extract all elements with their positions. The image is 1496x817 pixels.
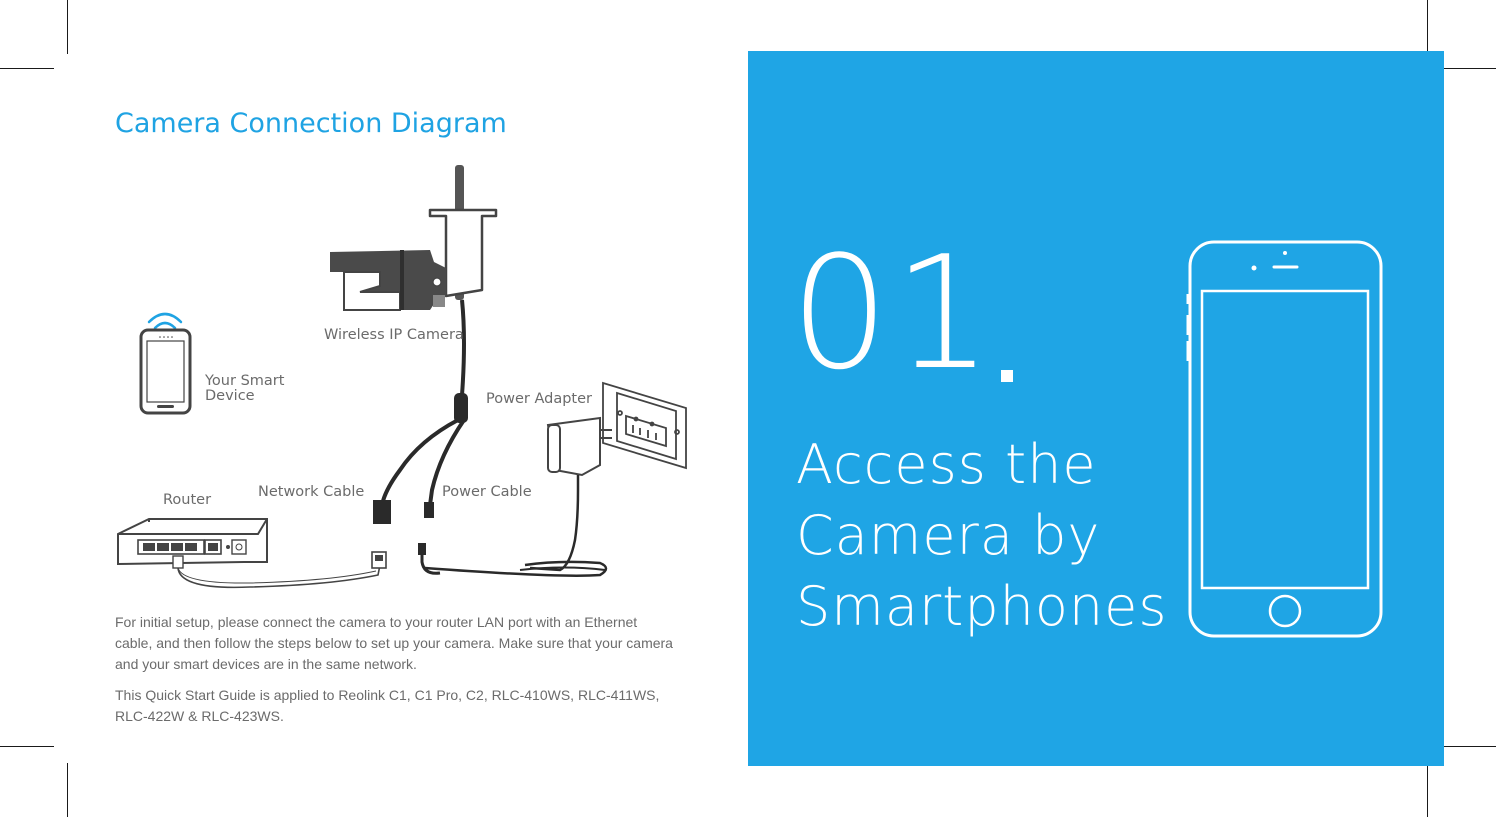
power-adapter-label: Power Adapter bbox=[486, 391, 592, 407]
camera-label: Wireless IP Camera bbox=[324, 327, 464, 343]
connection-diagram bbox=[0, 0, 748, 600]
router-label: Router bbox=[163, 492, 212, 508]
router-icon bbox=[118, 519, 386, 587]
smart-device-label-line2: Device bbox=[205, 388, 255, 404]
network-cable-label: Network Cable bbox=[258, 484, 365, 500]
section-heading-line2: Camera by bbox=[796, 504, 1101, 567]
crop-mark-tr-v bbox=[1427, 0, 1428, 54]
crop-mark-bl-h bbox=[0, 746, 54, 747]
smart-device-label-line1: Your Smart bbox=[205, 373, 285, 389]
section-number-dot bbox=[1001, 370, 1013, 382]
smartphone-icon bbox=[141, 330, 190, 413]
crop-mark-br-v bbox=[1427, 763, 1428, 817]
camera-icon bbox=[330, 165, 496, 423]
page-title: Camera Connection Diagram bbox=[115, 108, 507, 139]
section-heading-line3: Smartphones bbox=[796, 575, 1168, 638]
smartphone-outline-icon bbox=[1186, 240, 1386, 640]
wall-outlet-icon bbox=[603, 383, 686, 468]
intro-paragraph: For initial setup, please connect the camera to your router LAN port with an Ethernet cable, and then follow the steps below to set up your camera. Make sure that your camera and your smart devices are in the same network. bbox=[115, 614, 673, 672]
power-cable-label: Power Cable bbox=[442, 484, 532, 500]
applicability-paragraph: This Quick Start Guide is applied to Reolink C1, C1 Pro, C2, RLC-410WS, RLC-411WS, RLC-422W & RLC-423WS. bbox=[115, 687, 660, 724]
crop-mark-br-h bbox=[1441, 746, 1496, 747]
section-heading-line1: Access the bbox=[796, 433, 1097, 496]
section-number: 01 bbox=[790, 222, 997, 404]
crop-mark-tr-h bbox=[1441, 68, 1496, 69]
crop-mark-bl-v bbox=[67, 763, 68, 817]
